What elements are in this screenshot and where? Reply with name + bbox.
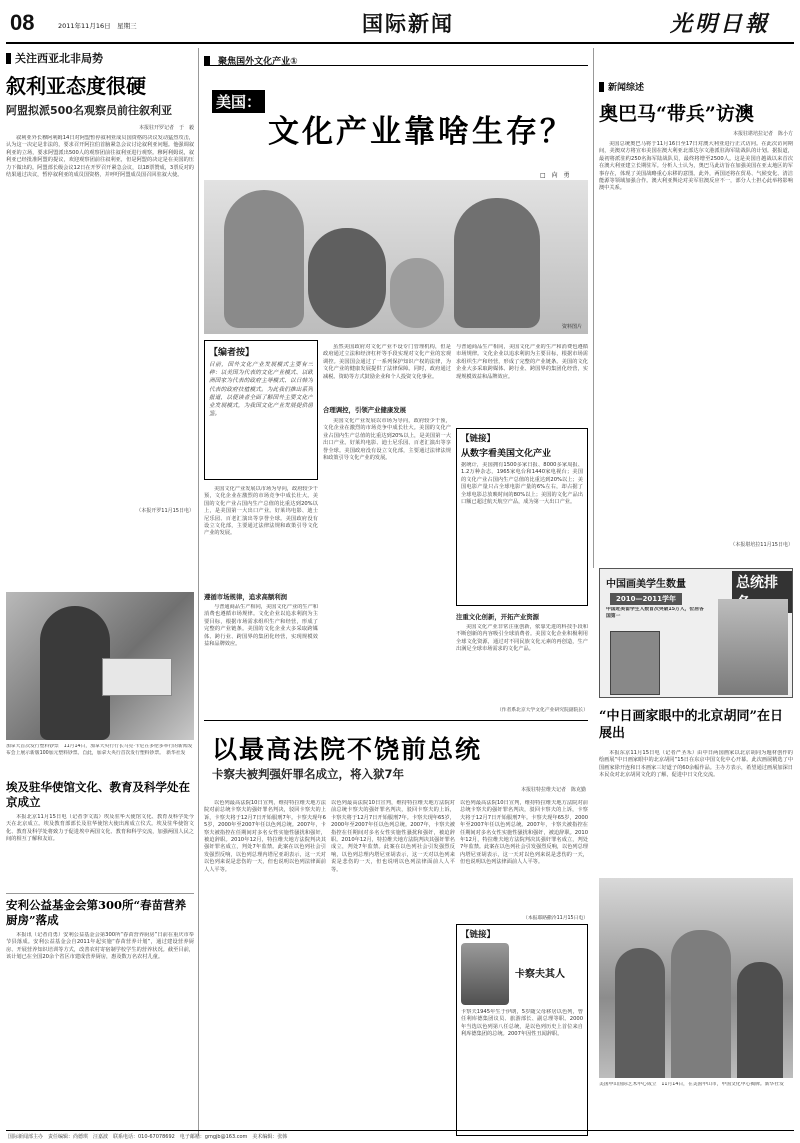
editor-note	[204, 340, 318, 480]
newspaper-logo: 光明日報	[670, 11, 771, 37]
syria-dateline: （本报开罗11月15日电）	[136, 508, 194, 514]
katsav-link-box	[456, 924, 588, 1136]
feature-dateline: （作者系北京大学文化产业研究院副院长）	[496, 708, 588, 713]
syria-byline: 本报驻开罗记者 于 毅	[138, 125, 194, 131]
katsav-photo	[461, 943, 509, 1005]
canada-banknote-photo	[6, 592, 194, 740]
hutong-article	[599, 708, 793, 868]
obama-dateline: （本报堪培拉11月15日电）	[730, 542, 793, 548]
obama-byline: 本报驻堪培拉记者 陈小方	[732, 131, 793, 137]
crowd-shape-2	[671, 930, 731, 1078]
syria-kicker: 关注西亚北非局势	[6, 50, 194, 66]
feature-col3-top: 与普通商品生产相同，美国文化产业的生产和消费也遵循市场规律。文化企业以追求利润为主要目标，根据市场需求组织生产和经营，形成了完整的产业链条。美国的文化企业大多采取跨媒体、跨行业、跨国界的集团化经营，实现规模效益和品牌效应。	[456, 344, 588, 380]
israel-byline: 本报驻特拉维夫记者 陈克勤	[520, 787, 586, 793]
cartoon-figure-right	[454, 198, 540, 328]
egypt-headline: 埃及驻华使馆文化、教育及科学处在京成立	[6, 780, 190, 809]
obama-kicker: 新闻综述	[599, 80, 793, 93]
israel-body-col3: 以色列最高法院10日宣判，维持特拉维夫地方法院对前总统卡察夫的强奸罪名判决，驳回卡察夫的上诉，卡察夫将于12月7日开始服刑7年。卡察夫现年65岁，2000年至2007年任以色列总统。2007年，卡察夫被指控在任期间对多名女性实施性骚扰和强奸，被迫辞职。2010年12月，特拉维夫地方法院判决其强奸罪名成立，判处7年监禁。此案在以色列社会引发强烈反响，以色列总理内塔尼亚胡表示，这一天对以色列来说是悲伤的一天，但也说明以色列法律面前人人平等。	[460, 800, 588, 866]
section-title: 国际新闻	[362, 12, 454, 36]
israel-headline: 以最高法院不饶前总统	[212, 735, 483, 764]
page-number: 08	[10, 10, 35, 35]
hutong-body: 本报东京11月15日电（记者严圣禾）由中日两国画家以北京胡同为题材创作的绘画展“中日画家眼中的北京胡同”15日在东京中国文化中心开幕。此次画展精选了中国画家徐开连和日本画家三好道子的60余幅作品。主办方表示，希望通过画展加深日本民众对北京胡同文化的了解，促进中日文化交流。	[599, 750, 793, 779]
column-divider-right	[593, 48, 594, 568]
footer-rule	[6, 1130, 794, 1131]
feature-link-body: 据统计，美国拥有1500多家日报、8000多家周报、1.2万种杂志，1965家电台和1440家电视台；美国的文化产业占国内生产总值的比重达到20%以上；美国电影产量只占全球电影产量的6%左右，却占据了全球电影总放映时间的80%以上；美国的文化产品出口额已超过航天航空产品，成为第一大出口产业。	[461, 462, 583, 506]
feature-subhead-3: 注重文化创新，开拓产业资源	[456, 613, 540, 621]
cartoon-figure-left	[224, 190, 304, 328]
feature-country-label: 美国：	[212, 90, 265, 113]
ad-header: 中国画美学生数量	[606, 579, 686, 590]
kicker-marker	[6, 53, 11, 64]
banknote-shape	[102, 658, 172, 696]
education-ad	[599, 568, 793, 698]
exhibit-photo	[599, 878, 793, 1078]
ad-book-image	[610, 631, 660, 695]
ad-figure-image	[718, 599, 788, 695]
ad-caption: 中国赴美留学生人数首次突破15万人，位居各国第一	[606, 607, 704, 619]
feature-section-2: 与普通商品生产相同，美国文化产业的生产和消费也遵循市场规律。文化企业以追求利润为主要目标，根据市场需求组织生产和经营，形成了完整的产业链条。美国的文化企业大多采取跨媒体、跨行业、跨国界的集团化经营，实现规模效益和品牌效应。	[204, 604, 318, 648]
egypt-article	[6, 780, 194, 890]
feature-link-label: 【链接】	[461, 434, 496, 444]
katsav-link-title: 卡察夫其人	[515, 969, 565, 980]
israel-dateline: （本报耶路撒冷11月15日电）	[523, 916, 588, 921]
exhibit-photo-caption: 美国中山国际艺术中心成立 11月14日，在美国中山市，中国文化中心揭牌。新华社发	[599, 1082, 784, 1087]
feature-illustration	[204, 180, 588, 334]
divider-egypt-anxi	[6, 893, 194, 894]
amway-body: 本报讯（记者肖勇）安利公益基金会第300所“春苗营养厨房”日前在重庆市奉节县落成。安利公益基金会自2011年起实施“春苗营养计划”，通过建设营养厨房、开展营养知识培训等方式，改善农村寄宿制学校学生的营养状况。截至目前，该计划已在全国20余个省区市建成营养厨房，惠及数万名农村儿童。	[6, 932, 194, 961]
series-marker	[204, 56, 210, 66]
masthead	[10, 6, 790, 42]
israel-body-col1: 以色列最高法院10日宣判，维持特拉维夫地方法院对前总统卡察夫的强奸罪名判决，驳回卡察夫的上诉，卡察夫将于12月7日开始服刑7年。卡察夫现年65岁，2000年至2007年任以色列总统。2007年，卡察夫被指控在任期间对多名女性实施性骚扰和强奸，被迫辞职。2010年12月，特拉维夫地方法院判决其强奸罪名成立，判处7年监禁。此案在以色列社会引发强烈反响，以色列总理内塔尼亚胡表示，这一天对以色列来说是悲伤的一天，但也说明以色列法律面前人人平等。	[204, 800, 326, 873]
obama-article	[599, 80, 793, 560]
syria-headline: 叙利亚态度很硬	[6, 74, 146, 98]
kicker-marker	[599, 82, 604, 92]
crowd-shape-3	[737, 962, 783, 1078]
obama-body: 美国总统奥巴马将于11月16日至17日对澳大利亚进行正式访问。在此次访问期间，美澳双方将宣布美国在澳大利亚北部达尔文港派驻海军陆战队的计划。据报道，最初将派驻约250名海军陆战队员，最终将增至2500人。这是美国自越战以来首次在澳大利亚建立长期驻军。分析人士认为，奥巴马此访旨在加强美国在亚太地区的军事存在，体现了美国战略重心东移的意图。此外，两国还将在贸易、气候变化、清洁能源等领域加强合作。澳大利亚舆论对美军驻澳反应不一，部分人士担心此举将影响澳中关系。	[599, 141, 793, 192]
syria-body: 叙利亚外长穆阿利姆14日对阿盟暂停叙利亚成员国资格的决议发动猛烈攻击，认为这一决定是非法的，要求召开阿拉伯首脑紧急会议讨论叙利亚问题。他强调叙利亚的立场，要求阿盟派出500人的观察团前往叙利亚进行观察。穆阿利姆说，叙利亚已经批准阿盟的提议，欢迎观察团前往叙利亚，但是阿盟的决定是在美国的压力下做出的。阿盟部长级会议12日在开罗召开紧急会议，以18票赞成，3票反对的结果通过决议，暂停叙利亚的成员国资格，并呼吁阿盟成员国召回驻叙大使。	[6, 135, 194, 179]
person-silhouette	[40, 606, 110, 740]
cartoon-figure-center	[308, 228, 386, 328]
column-divider-left	[198, 48, 199, 1136]
cartoon-figure-small	[390, 258, 444, 328]
feature-byline: □ 向 勇	[540, 172, 570, 179]
ad-years: 2010—2011学年	[610, 593, 682, 605]
feature-headline: 文化产业靠啥生存？	[268, 114, 574, 150]
feature-section-3: 虽然美国政府对文化产业不设专门管理机构，但是政府通过立法和经济杠杆等手段实现对文化产业的宏观调控。美国国会通过了一系列保护知识产权的法律，为文化产业的健康发展提供了法律保障。同时，政府通过减税、资助等方式鼓励企业和个人投资文化事业。	[323, 344, 451, 380]
feature-subhead-1: 遵循市场规律，追求高额利润	[204, 593, 288, 601]
feature-section-1: 美国文化产业发展以市场为导向，政府较少干预，文化企业在激烈的市场竞争中成长壮大。美国的文化产业占国内生产总值的比重达到20%以上，是美国第一大出口产业。好莱坞电影、迪士尼乐园、百老汇演出等享誉全球。美国政府没有设立文化部，主要通过法律法规和政策引导文化产业的发展。	[204, 486, 318, 537]
feature-link-box	[456, 428, 588, 606]
crowd-shape-1	[615, 948, 665, 1078]
ad-badge: 总统排	[732, 571, 792, 613]
feature-bottom-rule	[204, 720, 588, 721]
feature-link-title: 从数字看美国文化产业	[461, 449, 552, 459]
feature-series-label: 聚焦国外文化产业①	[204, 50, 588, 66]
masthead-rule	[6, 42, 794, 44]
syria-article	[6, 50, 194, 590]
footer-line: 国际新闻部主办 责任编辑：尚德琪 汪嘉波 联系电话：010-67078692 电子邮箱：gmgjb@163.com 美术编辑：张韩	[8, 1134, 288, 1140]
katsav-link-label: 【链接】	[461, 930, 496, 940]
israel-subheadline: 卡察夫被判强奸罪名成立，将入狱7年	[212, 767, 404, 781]
feature-section-4: 美国文化产业非常注重创新，依靠先进的科技手段和不断创新的内容吸引全球消费者。美国文化企业积极利用全球文化资源，通过对不同民族文化元素的再创造，生产出满足全球市场需求的文化产品。	[456, 624, 588, 653]
canada-photo-caption: 加拿大首次发行塑料钞票 11月14日，加拿大央行行长马克·卡尼在多伦多举行的新闻发布会上展示新版100加元塑料钞票。自此，加拿大央行首次发行塑料钞票。 新华社发	[6, 744, 193, 756]
date-line: 2011年11月16日 星期三	[58, 22, 137, 30]
editor-note-text: 目前，国外文化产业发展模式主要有三种：以美国为代表的文化产业模式、以欧洲国家为代表的政府主导模式、以日韩为代表的政府扶植模式。为此我们推出系列报道，以便读者全面了解国外主要文化产业发展模式，为我国文化产业发展提供借鉴。	[209, 362, 313, 418]
feature-subhead-2: 合理调控，引领产业健康发展	[323, 406, 407, 414]
syria-subheadline: 阿盟拟派500名观察员前往叙利亚	[6, 104, 172, 117]
feature-section-3b: 美国文化产业发展以市场为导向，政府较少干预，文化企业在激烈的市场竞争中成长壮大。美国的文化产业占国内生产总值的比重达到20%以上，是美国第一大出口产业。好莱坞电影、迪士尼乐园、百老汇演出等享誉全球。美国政府没有设立文化部，主要通过法律法规和政策引导文化产业的发展。	[323, 418, 451, 462]
editor-note-label: 【编者按】	[209, 348, 255, 358]
katsav-link-body: 卡察夫1945年生于伊朗，5岁随父母移居以色列，曾任利库德集团议员、旅游部长、副总理等职。2000年当选以色列第八任总统，是以色列历史上首位来自利库德集团的总统。2007年因性丑闻辞职。	[461, 1009, 583, 1038]
obama-headline: 奥巴马“带兵”访澳	[599, 103, 754, 125]
amway-headline: 安利公益基金会第300所“春苗营养厨房”落成	[6, 898, 187, 927]
israel-body-col2: 以色列最高法院10日宣判，维持特拉维夫地方法院对前总统卡察夫的强奸罪名判决，驳回卡察夫的上诉，卡察夫将于12月7日开始服刑7年。卡察夫现年65岁，2000年至2007年任以色列总统。2007年，卡察夫被指控在任期间对多名女性实施性骚扰和强奸，被迫辞职。2010年12月，特拉维夫地方法院判决其强奸罪名成立，判处7年监禁。此案在以色列社会引发强烈反响，以色列总理内塔尼亚胡表示，这一天对以色列来说是悲伤的一天，但也说明以色列法律面前人人平等。	[331, 800, 455, 873]
amway-article	[6, 898, 194, 1128]
hutong-headline: “中日画家眼中的北京胡同”在日展出	[599, 709, 783, 741]
egypt-body: 本报北京11月15日电（记者李文霞）埃及驻华大使馆文化、教育及科学处今天在北京成立。埃及教育部部长及驻华使馆大使出席成立仪式。埃及驻华使馆文化、教育及科学处将致力于促进埃中两国文化、教育和科学交流，加强两国人民之间的相互了解和友谊。	[6, 814, 194, 843]
image-credit: 资料图片	[561, 324, 582, 330]
